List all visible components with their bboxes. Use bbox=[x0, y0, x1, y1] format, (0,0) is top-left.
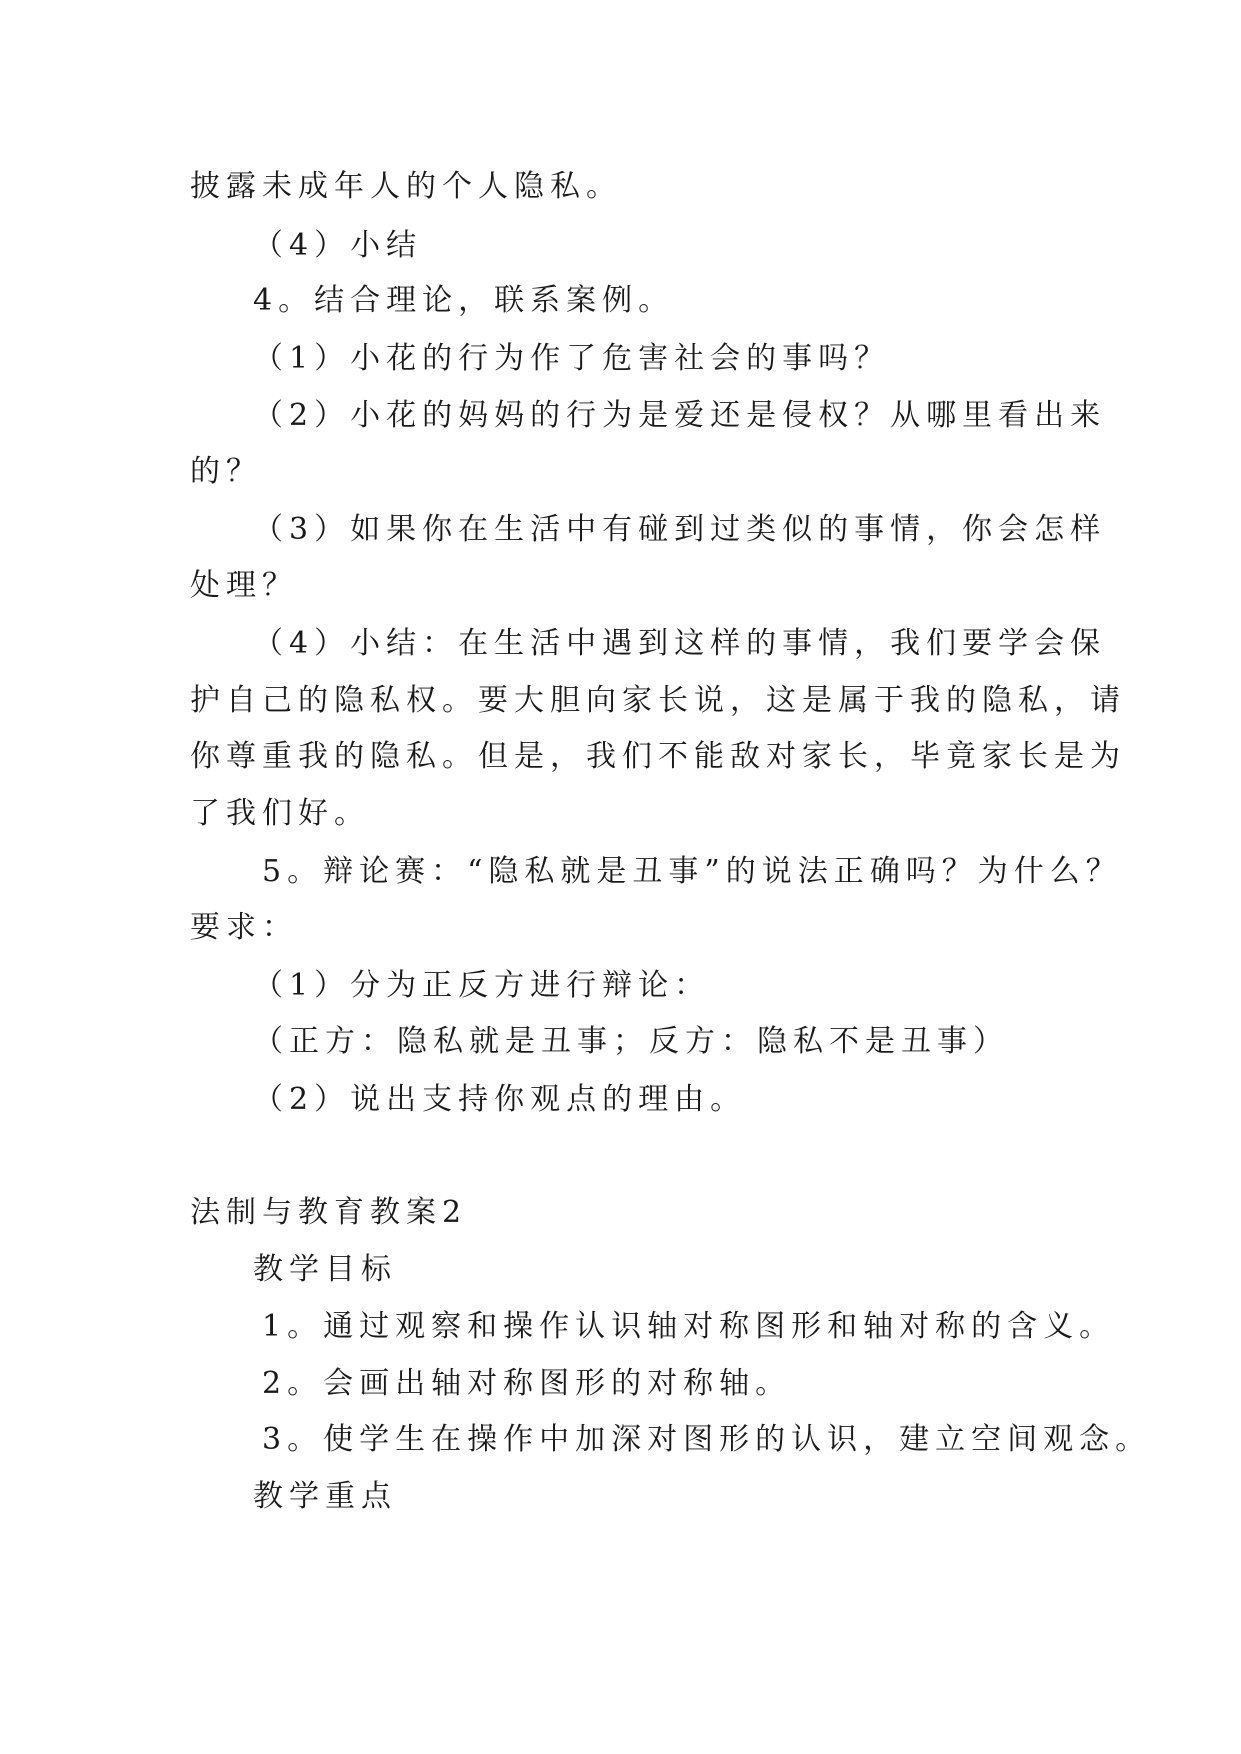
text-line-8: 处理？ bbox=[190, 568, 298, 603]
text-line-1: 披露未成年人的个人隐私。 bbox=[190, 169, 622, 204]
text-line-2: （4）小结 bbox=[253, 228, 423, 263]
text-line-12: 了我们好。 bbox=[190, 796, 370, 831]
text-line-19: 教学目标 bbox=[253, 1252, 397, 1287]
text-line-13: 5。辩论赛：“隐私就是丑事”的说法正确吗？为什么？ bbox=[262, 854, 1122, 889]
text-line-6: 的？ bbox=[190, 454, 262, 489]
text-line-22: 3。使学生在操作中加深对图形的认识，建立空间观念。 bbox=[262, 1422, 1152, 1457]
text-line-3: 4。结合理论，联系案例。 bbox=[253, 283, 675, 318]
text-line-7: （3）如果你在生活中有碰到过类似的事情，你会怎样 bbox=[253, 512, 1107, 547]
text-line-10: 护自己的隐私权。要大胆向家长说，这是属于我的隐私，请 bbox=[190, 683, 1126, 718]
text-line-21: 2。会画出轴对称图形的对称轴。 bbox=[262, 1366, 792, 1401]
text-line-4: （1）小花的行为作了危害社会的事吗？ bbox=[253, 341, 891, 376]
text-line-17: （2）说出支持你观点的理由。 bbox=[253, 1082, 747, 1117]
text-line-20: 1。通过观察和操作认识轴对称图形和轴对称的含义。 bbox=[262, 1309, 1116, 1344]
text-line-23: 教学重点 bbox=[253, 1479, 397, 1514]
text-line-16: （正方：隐私就是丑事；反方：隐私不是丑事） bbox=[253, 1024, 1009, 1059]
text-line-9: （4）小结：在生活中遇到这样的事情，我们要学会保 bbox=[253, 626, 1107, 661]
text-line-14: 要求： bbox=[190, 910, 298, 945]
text-line-15: （1）分为正反方进行辩论： bbox=[253, 968, 711, 1003]
text-line-5: （2）小花的妈妈的行为是爱还是侵权？从哪里看出来 bbox=[253, 398, 1107, 433]
text-line-11: 你尊重我的隐私。但是，我们不能敌对家长，毕竟家长是为 bbox=[190, 739, 1126, 774]
section-heading: 法制与教育教案2 bbox=[190, 1195, 468, 1230]
